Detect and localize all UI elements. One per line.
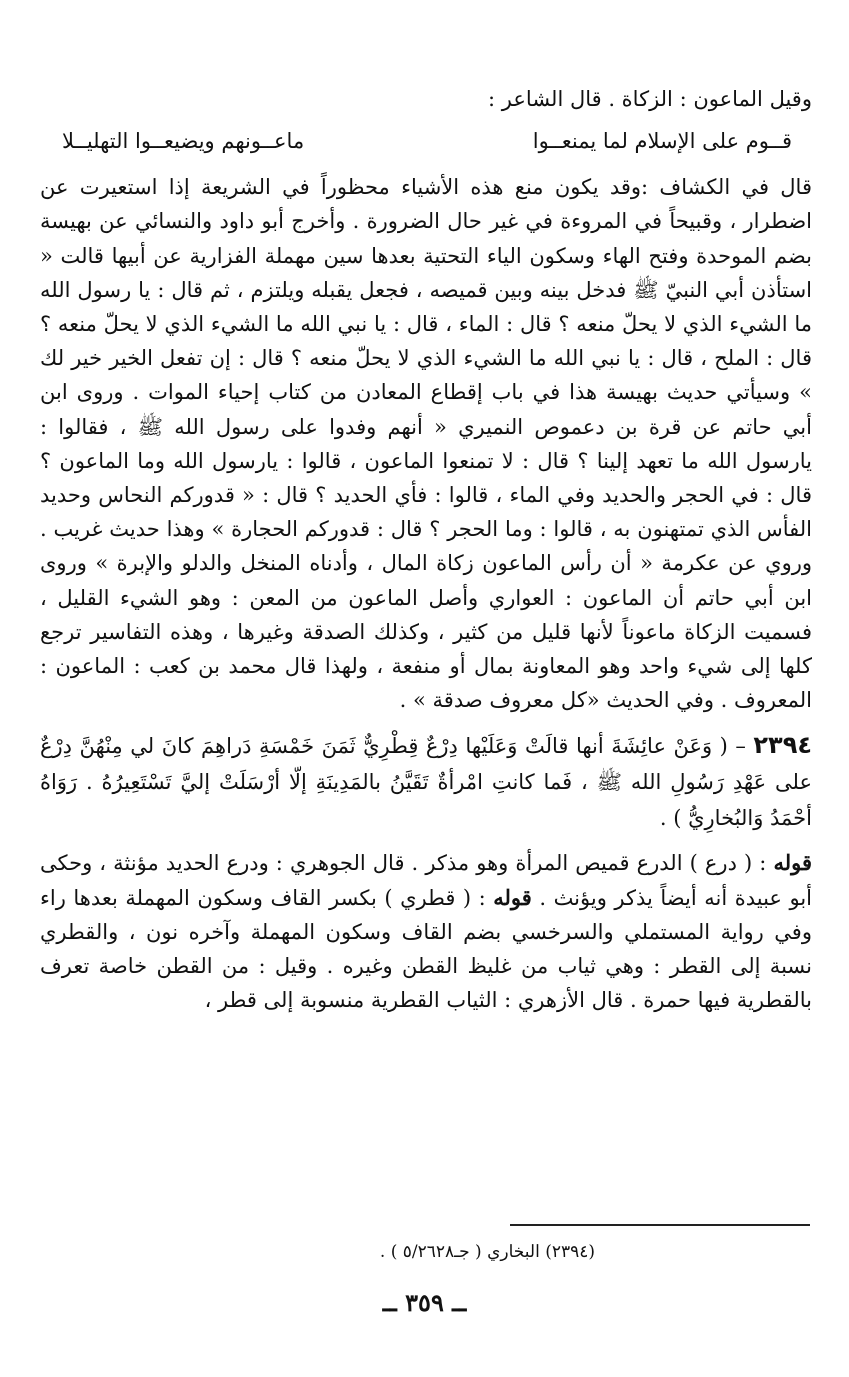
page-number: ــ ٣٥٩ ــ (382, 1288, 467, 1317)
hadith-block (40, 727, 812, 836)
hadith-number: ٢٣٩٤ (753, 731, 812, 760)
explanation-paragraph (40, 846, 812, 1017)
page-body (40, 82, 812, 1017)
keyword-qawluhu-2: قوله (493, 884, 532, 910)
hadith-text: – ( وَعَنْ عائِشَةَ أنها قالَتْ وَعَلَيْها دِرْعٌ قِطْرِيٌّ ثَمَنَ خَمْسَةِ دَراهِمَ كانَ لي مِنْهُنَّ دِرْعٌ على عَهْدِ رَسُولِ الله ﷺ ، فَما كانتِ امْرأةٌ تَقَيَّنُ بالمَدِينَةِ إلّا أرْسَلَتْ إليَّ تَسْتَعِيرُهُ . رَوَاهُ أحْمَدُ وَالبُخارِيُّ ) . (40, 734, 812, 831)
intro-line: وقيل الماعون : الزكاة . قال الشاعر : (488, 87, 812, 111)
explanation-part-1: : ( درع ) الدرع قميص المرأة وهو مذكر . قال الجوهري : ودرع الحديد مؤنثة ، وحكى أبو عبيدة أنه أيضاً يذكر ويؤنث . (40, 851, 812, 910)
footnote-divider (510, 1224, 810, 1226)
commentary-paragraph: قال في الكشاف :وقد يكون منع هذه الأشياء محظوراً في الشريعة إذا استعيرت عن اضطرار ، وقبيحاً في المروءة في غير حال الضرورة . وأخرج أبو داود والنسائي عن بهيسة بضم الموحدة وفتح الهاء وسكون الياء التحتية بعدها سين مهملة الفزارية عن أبيها قالت « استأذن أبي النبيّ ﷺ فدخل بينه وبين قميصه ، فجعل يقبله ويلتزم ، ثم قال : يا رسول الله ما الشيء الذي لا يحلّ منعه ؟ قال : الماء ، قال : يا نبي الله ما الشيء الذي لا يحلّ منعه ؟ قال : الملح ، قال : يا نبي الله ما الشيء الذي لا يحلّ منعه ؟ قال : إن تفعل الخير خير لك » وسيأتي حديث بهيسة هذا في باب إقطاع المعادن من كتاب إحياء الموات . وروى ابن أبي حاتم عن قرة بن دعموص النميري « أنهم وفدوا على رسول الله ﷺ ، فقالوا : يارسول الله ما تعهد إلينا ؟ قال : لا تمنعوا الماعون ، قالوا : يارسول الله وما الماعون ؟ قال : في الحجر والحديد وفي الماء ، قالوا : فأي الحديد ؟ قال : « قدوركم النحاس وحديد الفأس الذي تمتهنون به ، قالوا : وما الحجر ؟ قال : قدوركم الحجارة » وهذا حديث غريب . وروي عن عكرمة « أن رأس الماعون زكاة المال ، وأدناه المنخل والدلو والإبرة » وروى ابن أبي حاتم أن الماعون : العواري وأصل الماعون من المعن : وهو الشيء القليل ، فسميت الزكاة ماعوناً لأنها قليل من كثير ، وكذلك الصدقة وغيرها ، وهذه التفاسير ترجع كلها إلى شيء واحد وهو المعاونة بمال أو منفعة ، ولهذا قال محمد بن كعب : الماعون : المعروف . وفي الحديث «كل معروف صدقة » . (40, 175, 813, 713)
footnote: (٢٣٩٤) البخاري ( جـ٥/٢٦٢٨ ) . (379, 1242, 595, 1262)
verse-second-hemistich: ماعــونهم ويضيعــوا التهليــلا (62, 129, 305, 154)
poetry-verse (40, 124, 812, 158)
explanation-part-2: : ( قطري ) بكسر القاف وسكون المهملة بعدها راء وفي رواية المستملي والسرخسي بضم القاف وسكون المهملة وآخره نون ، والقطري نسبة إلى القطر : وهي ثياب من غليظ القطن وغيره . وقيل : من القطن خاصة تعرف بالقطرية فيها حمرة . قال الأزهري : الثياب القطرية منسوبة إلى قطر ، (40, 885, 812, 1013)
verse-first-hemistich: قــوم على الإسلام لما يمنعــوا (532, 129, 792, 154)
keyword-qawluhu: قوله (773, 850, 812, 876)
